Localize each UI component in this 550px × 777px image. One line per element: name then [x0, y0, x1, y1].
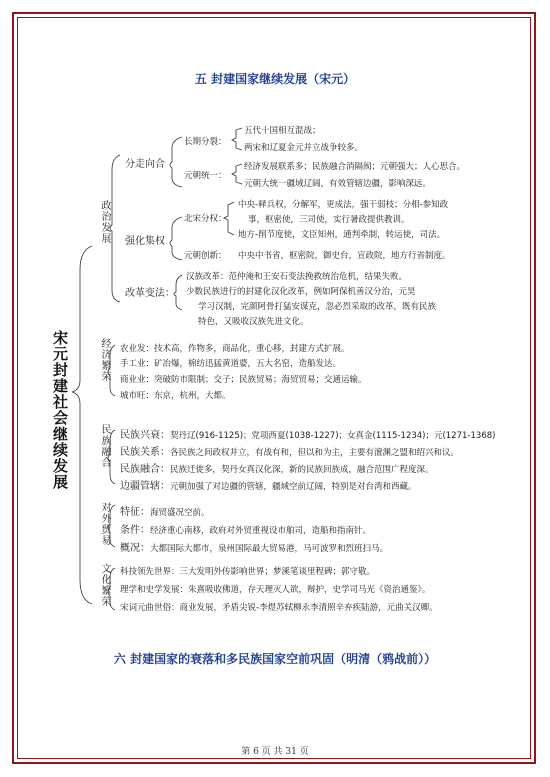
culture-item-1: 科技领先世界：三大发明外传影响世界；梦溪笔谈里程碑；郭守敬。 — [120, 567, 376, 577]
northern-song-label: 北宋分权： — [184, 214, 227, 224]
yuan-unify-label: 元朝统一： — [184, 171, 227, 181]
section-5-title: 五 封建国家继续发展（宋元） — [194, 72, 356, 86]
reform-line-3: 学习汉制，完颜阿骨打猛安谋克，忽必烈采取的改革，既有民族 — [198, 302, 437, 312]
yuan-unify-line-1: 经济发展联系多；民族融合消隔阂；元朝强大；人心思合。 — [244, 162, 466, 172]
yuan-innov-line: 中央中书省，枢密院，御史台，宣政院，地方行省制度。 — [238, 251, 451, 261]
reform-line-1: 汉族改革：范仲淹和王安石变法挽救统治危机，结果失败。 — [186, 272, 408, 282]
culture-label: 文化繁荣 — [99, 563, 110, 607]
centralize-label: 强化集权 — [125, 236, 165, 247]
reform-line-2: 少数民族进行的封建化汉化改革，例如阿保机善汉分治，元昊 — [186, 287, 416, 297]
economy-item-2: 手工业：矿冶爆，棉纺迅猛黄道婆，五大名窑，造船发达。 — [120, 359, 342, 369]
northern-song-line-3: 地方-削节度使，文臣知州，通判牵制，转运使，司法。 — [238, 230, 446, 240]
ethnic-item-4: 边疆管辖：元朝加强了对边疆的管辖，疆域空前辽阔，特别是对台湾和西藏。 — [120, 481, 417, 492]
ethnic-item-2: 民族关系：各民族之间政权并立，有战有和，但以和为主，主要有澶渊之盟和绍兴和议。 — [120, 447, 460, 458]
economy-item-4: 城市旺：东京，杭州，大都。 — [120, 391, 231, 401]
culture-item-3: 宋词元曲世俗：商业发展，矛盾尖锐-李煜苏轼柳永李清照辛弃疾陆游，元曲关汉卿。 — [120, 603, 438, 613]
politics-label: 政治发展 — [99, 200, 110, 244]
northern-song-line-2: 事，枢密使，三司使，实行暑政提供教训。 — [248, 215, 410, 225]
page-footer: 第 6 页 共 31 页 — [241, 747, 309, 757]
trade-item-1: 特征：海贸盛况空前。 — [120, 507, 210, 518]
yuan-unify-line-2: 元朝大统一疆域辽阔，有效管辖边疆，影响深远。 — [244, 179, 432, 189]
reform-line-4: 特色，又吸收汉族先进文化。 — [198, 317, 309, 327]
ethnic-item-1: 民族兴衰：契丹辽(916-1125)；党项西夏(1038-1227)；女真金(1115-1234)；元(1271-1368) — [120, 430, 496, 441]
long-term-split-label: 长期分裂： — [184, 137, 227, 147]
root-label: 宋元封建社会继续发展 — [51, 330, 69, 490]
economy-item-3: 商业业：突破防市限制；交子；民族贸易；海贸贸易；交通运输。 — [120, 375, 367, 385]
economy-item-1: 农业发：技术高，作物多，商品化，重心移，封建方式扩展。 — [120, 344, 350, 354]
reform-label: 改革变法： — [125, 288, 175, 299]
division-label: 分走向合 — [125, 159, 165, 170]
culture-item-2: 理学和史学发展：朱熹吸收佛道，存天理灭人欲，辩护，史学司马光《资治通鉴》。 — [120, 585, 431, 595]
trade-item-2: 条件：经济重心南移，政府对外贸重视设市舶司，造船和指南针。 — [120, 525, 372, 536]
trade-item-3: 概况：大都国际大都市，泉州国际最大贸易港，马可波罗和烈班扫马。 — [120, 543, 389, 554]
long-term-line-2: 两宋和辽夏金元并立战争较多。 — [244, 143, 364, 153]
ethnic-label: 民族融合 — [99, 424, 110, 468]
northern-song-line-1: 中央-释兵权，分解军，更成法，强干弱枝；分相-参知政 — [238, 200, 449, 210]
yuan-innov-label: 元朝创新： — [184, 251, 227, 261]
section-6-title: 六 封建国家的衰落和多民族国家空前巩固（明清（鸦战前）） — [113, 652, 437, 666]
trade-label: 对外贸易 — [99, 502, 110, 546]
economy-label: 经济繁荣 — [99, 338, 110, 382]
ethnic-item-3: 民族融合：民族迁徙多，契丹女真汉化深，新的民族回族成，融合范围广程度深。 — [120, 464, 434, 475]
long-term-line-1: 五代十国相互混战； — [244, 126, 321, 136]
